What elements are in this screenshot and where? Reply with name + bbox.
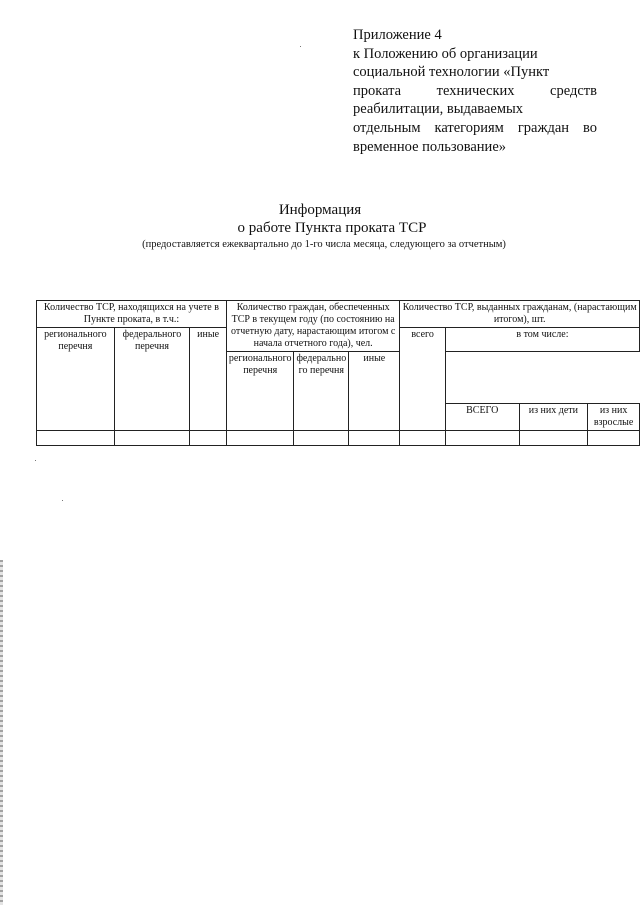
table-cell: [349, 431, 400, 446]
table-cell: [226, 431, 294, 446]
col-federal-list: федерального перечня: [114, 328, 190, 431]
table-cell: [588, 431, 640, 446]
appendix-word: технических: [436, 82, 515, 99]
submission-note: (предоставляется ежеквартально до 1-го числа месяца, следующего за отчетным): [142, 239, 506, 250]
table-cell: [190, 431, 227, 446]
table-row: [37, 431, 640, 446]
appendix-line: Приложение 4: [353, 27, 442, 43]
header-citizens-provided: Количество граждан, обеспеченных ТСР в текущем году (по состоянию на отчетную дату, нарастающим итогом с начала отчетного года), чел.: [226, 301, 399, 352]
table-cell: [445, 431, 519, 446]
col-issued-federal: федерально го перечня: [294, 352, 349, 431]
scan-speck: [35, 460, 36, 461]
col-citizens-adults: из них взрослые: [588, 404, 640, 431]
col-citizens-children: из них дети: [519, 404, 588, 431]
scan-speck: [62, 500, 63, 501]
col-regional-list: регионального перечня: [37, 328, 115, 431]
appendix-note: [353, 26, 597, 156]
appendix-word: средств: [550, 82, 597, 99]
col-issued-regional: регионального перечня: [226, 352, 294, 431]
appendix-word: во: [583, 119, 597, 136]
header-including: в том числе:: [445, 328, 639, 352]
appendix-word: граждан: [517, 119, 570, 136]
table-cell: [294, 431, 349, 446]
appendix-line: временное пользование»: [353, 138, 507, 155]
appendix-word: отдельным: [353, 119, 421, 136]
appendix-line: социальной технологии «Пункт: [353, 64, 550, 81]
header-tsr-registered: Количество ТСР, находящихся на учете в Пункте проката, в т.ч.:: [37, 301, 227, 328]
appendix-line-justified: [353, 82, 597, 101]
document-title: Информация: [278, 202, 362, 218]
col-citizens-total: ВСЕГО: [445, 404, 519, 431]
table-cell: [400, 431, 445, 446]
report-table: [36, 300, 640, 446]
appendix-word: проката: [353, 82, 402, 99]
appendix-line: к Положению об организации: [353, 45, 538, 62]
document-subtitle: о работе Пункта проката ТСР: [237, 220, 427, 236]
scan-edge-artifact: [0, 560, 3, 905]
table-cell: [37, 431, 115, 446]
appendix-line-justified: [353, 119, 597, 138]
scan-speck: [300, 46, 301, 47]
appendix-word: категориям: [434, 119, 504, 136]
col-issued-total: всего: [400, 328, 445, 431]
header-tsr-issued: Количество ТСР, выданных гражданам, (нарастающим итогом), шт.: [400, 301, 640, 328]
col-other: иные: [190, 328, 227, 431]
col-issued-other: иные: [349, 352, 400, 431]
appendix-line: реабилитации, выдаваемых: [353, 101, 524, 118]
table-cell: [519, 431, 588, 446]
table-cell: [114, 431, 190, 446]
